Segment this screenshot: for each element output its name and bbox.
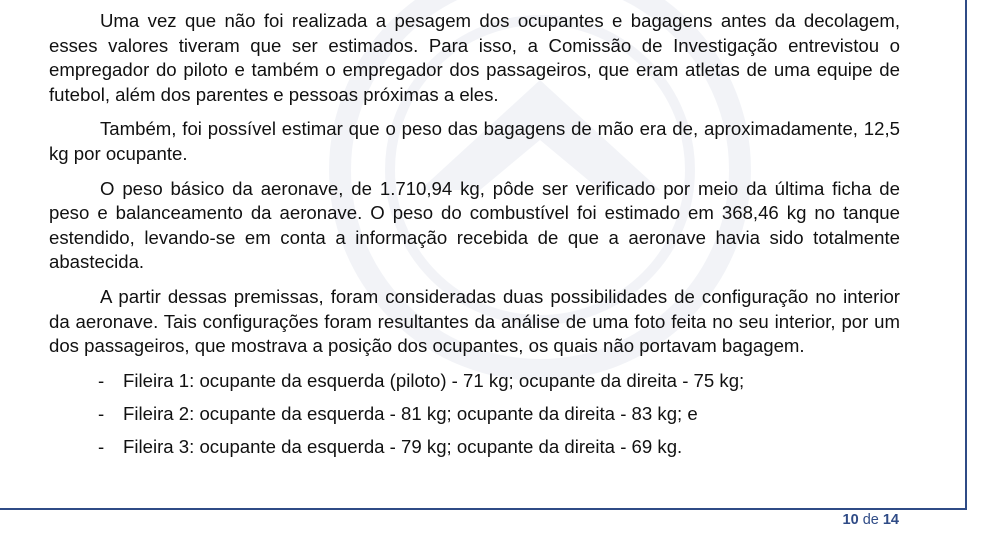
page-of-label: de (862, 512, 879, 528)
occupant-weight-list (49, 369, 900, 460)
paragraph-weighing: Uma vez que não foi realizada a pesagem dos ocupantes e bagagens antes da decolagem, esses valores tiveram que ser estimados. Para isso, a Comissão de Investigação entrevistou o empregador do piloto e também o empregador dos passageiros, que eram atletas de uma equipe de futebol, além dos parentes e pessoas próximas a eles. (49, 10, 900, 105)
bullet-dash: - (98, 369, 105, 391)
list-item (49, 402, 900, 427)
list-item-text: Fileira 3: ocupante da esquerda - 79 kg; ocupante da direita - 69 kg. (123, 435, 683, 457)
page-current: 10 (842, 512, 859, 528)
document-body (49, 9, 900, 468)
paragraph-hand-luggage: Também, foi possível estimar que o peso das bagagens de mão era de, aproximadamente, 12,5 kg por ocupante. (49, 118, 900, 164)
paragraph-configurations: A partir dessas premissas, foram consideradas duas possibilidades de configuração no interior da aeronave. Tais configurações foram resultantes da análise de uma foto feita no seu interior, por um dos passageiros, que mostrava a posição dos ocupantes, os quais não portavam bagagem. (49, 285, 900, 357)
paragraph-basic-weight: O peso básico da aeronave, de 1.710,94 kg, pôde ser verificado por meio da última ficha de peso e balanceamento da aeronave. O peso do combustível foi estimado em 368,46 kg no tanque estendido, levando-se em conta a informação recebida de que a aeronave havia sido totalmente abastecida. (49, 177, 900, 273)
list-item-text: Fileira 1: ocupante da esquerda (piloto) - 71 kg; ocupante da direita - 75 kg; (123, 369, 745, 391)
page-total: 14 (882, 512, 899, 528)
page-number (843, 512, 899, 528)
list-item (49, 369, 900, 394)
bullet-dash: - (98, 402, 105, 424)
bullet-dash: - (98, 435, 105, 457)
list-item-text: Fileira 2: ocupante da esquerda - 81 kg; ocupante da direita - 83 kg; e (123, 402, 698, 424)
list-item (49, 435, 900, 460)
